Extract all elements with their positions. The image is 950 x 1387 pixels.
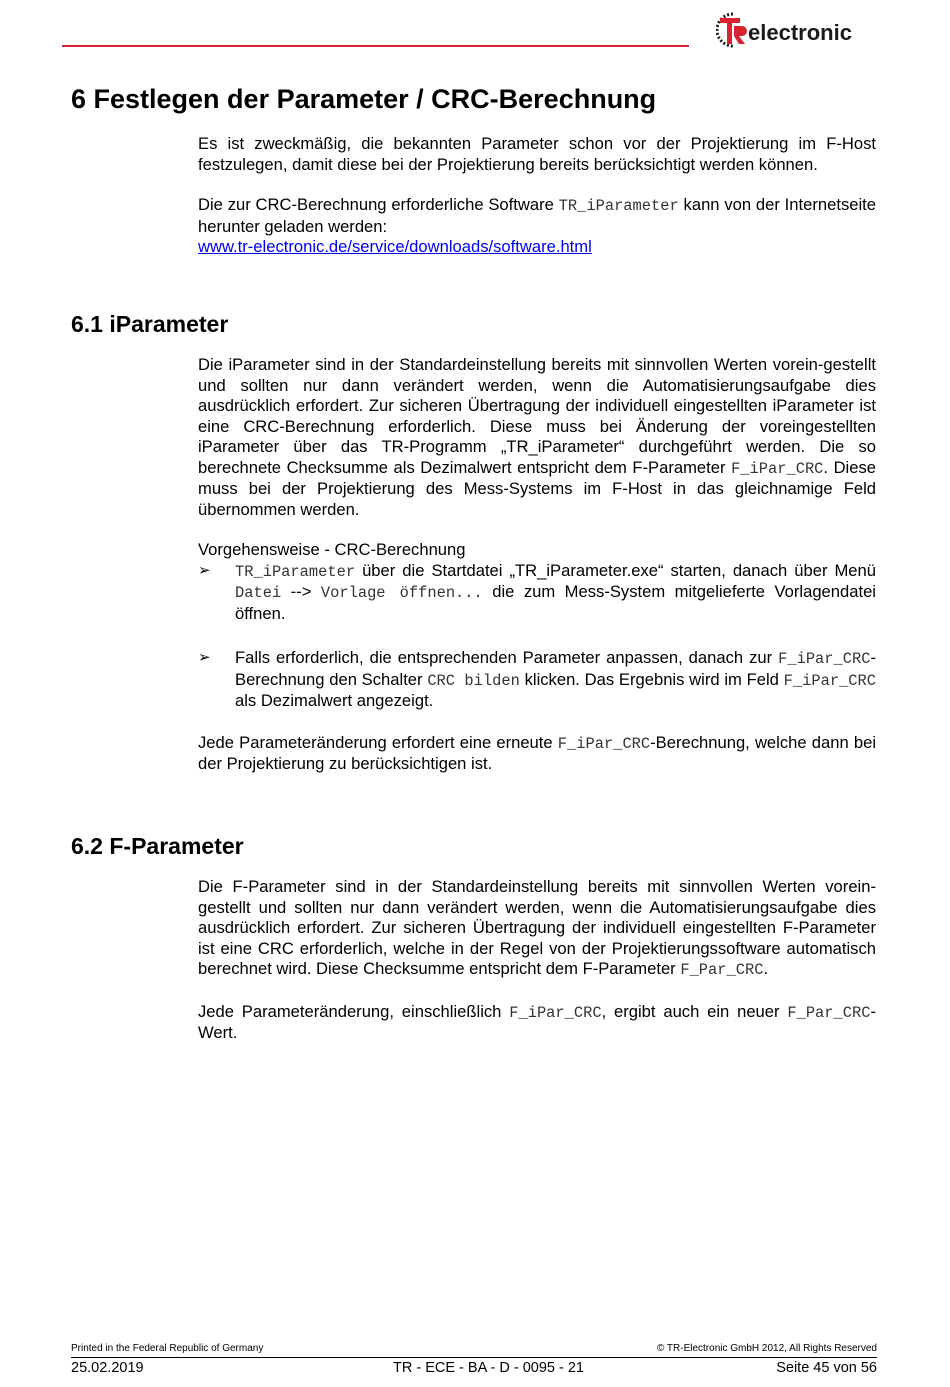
footer-printed: Printed in the Federal Republic of Germany: [71, 1343, 264, 1354]
text: Die F-Parameter sind in der Standardeinstellung bereits mit sinnvollen Werten vorein-gestellt und sollten nur dann verändert werden, wenn die Automatisierungsaufgabe dies ausdrücklich erfordert. Zur sicheren Übertragung der individuell eingestellten F-Parameter ist eine CRC erforderlich, welche in der Regel von der Projektierungssoftware automatisch berechnet wird. Diese Checksumme entspricht dem F-Parameter: [198, 877, 876, 978]
footer-page-number: Seite 45 von 56: [776, 1360, 877, 1376]
text: -->: [281, 582, 321, 601]
text: Die iParameter sind in der Standardeinstellung bereits mit sinnvollen Werten vorein-gestellt und sollten nur dann verändert werden, wenn die Automatisierungsaufgabe dies ausdrücklich erfordert. Zur sicheren Übertragung der individuell eingestellten iParameter ist eine CRC-Berechnung erforderlich. Diese muss bei Änderung der voreingestellten iParameter über das TR-Programm „TR_iParameter“ durchgeführt werden. Die so berechnete Checksumme als Dezimalwert entspricht dem F-Parameter: [198, 355, 876, 477]
logo-mark-icon: [716, 12, 750, 48]
text: , ergibt auch ein neuer: [601, 1001, 788, 1021]
paragraph: [198, 355, 876, 520]
code: F_iPar_CRC: [509, 1003, 602, 1022]
text: -Berechnung, welche dann bei der Projektierung zu berücksichtigen ist.: [198, 732, 877, 773]
section-6-body: [198, 134, 876, 258]
text: Die zur CRC-Berechnung erforderliche Software: [198, 195, 559, 214]
arrow-bullet-icon: ➢: [198, 561, 211, 579]
arrow-bullet-icon: ➢: [198, 649, 211, 666]
text: die zum Mess-System mitgelieferte Vorlagendatei öffnen.: [235, 582, 876, 623]
tr-electronic-logo: [716, 12, 876, 50]
paragraph: [198, 195, 876, 258]
footer-rule: [71, 1357, 877, 1358]
procedure-label: Vorgehensweise - CRC-Berechnung: [198, 540, 466, 559]
list-item: [198, 648, 876, 712]
text: klicken. Das Ergebnis wird im Feld: [519, 669, 784, 689]
download-link[interactable]: www.tr-electronic.de/service/downloads/software.html: [198, 237, 592, 256]
code: F_iPar_CRC: [557, 734, 651, 753]
logo-text: electronic: [748, 20, 852, 45]
section-6-1-title: 6.1 iParameter: [71, 311, 229, 337]
code: Vorlage öffnen...: [320, 584, 483, 602]
code: TR_iParameter: [558, 197, 679, 215]
list-item: [198, 561, 876, 625]
text: .: [763, 959, 769, 978]
section-6-2-body: [198, 877, 876, 1044]
paragraph: [198, 877, 876, 981]
text: über die Startdatei „TR_iParameter.exe“ starten, danach über Menü: [355, 560, 876, 580]
code: F_iPar_CRC: [783, 671, 876, 690]
header-rule: [62, 45, 689, 47]
text: . Diese muss bei der Projektierung des Mess-Systems im F-Host in das gleichnamige Feld übernommen werden.: [198, 457, 876, 519]
procedure-list: [198, 561, 876, 712]
paragraph: [198, 733, 876, 775]
text: -Berechnung den Schalter: [235, 648, 876, 689]
text: als Dezimalwert angezeigt.: [235, 691, 434, 710]
section-6-title: 6 Festlegen der Parameter / CRC-Berechnung: [71, 84, 657, 114]
text: kann von der Internetseite herunter geladen werden:: [198, 195, 876, 236]
paragraph: Es ist zweckmäßig, die bekannten Parameter schon vor der Projektierung im F-Host festzulegen, damit diese bei der Projektierung bereits berücksichtigt werden können.: [198, 134, 876, 174]
footer-doc-id: TR - ECE - BA - D - 0095 - 21: [393, 1360, 584, 1376]
code: CRC bilden: [427, 671, 520, 690]
code: TR_iParameter: [235, 562, 356, 581]
code: F_Par_CRC: [680, 961, 764, 979]
text: -Wert.: [198, 1001, 876, 1042]
code: Datei: [235, 584, 282, 602]
text: Jede Parameteränderung erfordert eine erneute: [198, 732, 558, 752]
text: Jede Parameteränderung, einschließlich: [198, 1001, 510, 1021]
section-6-2-title: 6.2 F-Parameter: [71, 833, 244, 859]
text: Falls erforderlich, die entsprechenden Parameter anpassen, danach zur: [235, 648, 779, 667]
code: F_Par_CRC: [787, 1003, 871, 1022]
paragraph: [198, 1002, 876, 1044]
section-6-1-body: [198, 355, 876, 775]
footer-copyright: © TR-Electronic GmbH 2012, All Rights Reserved: [656, 1343, 877, 1354]
code: F_iPar_CRC: [778, 650, 871, 668]
code: F_iPar_CRC: [731, 459, 824, 478]
footer-date: 25.02.2019: [71, 1360, 144, 1376]
